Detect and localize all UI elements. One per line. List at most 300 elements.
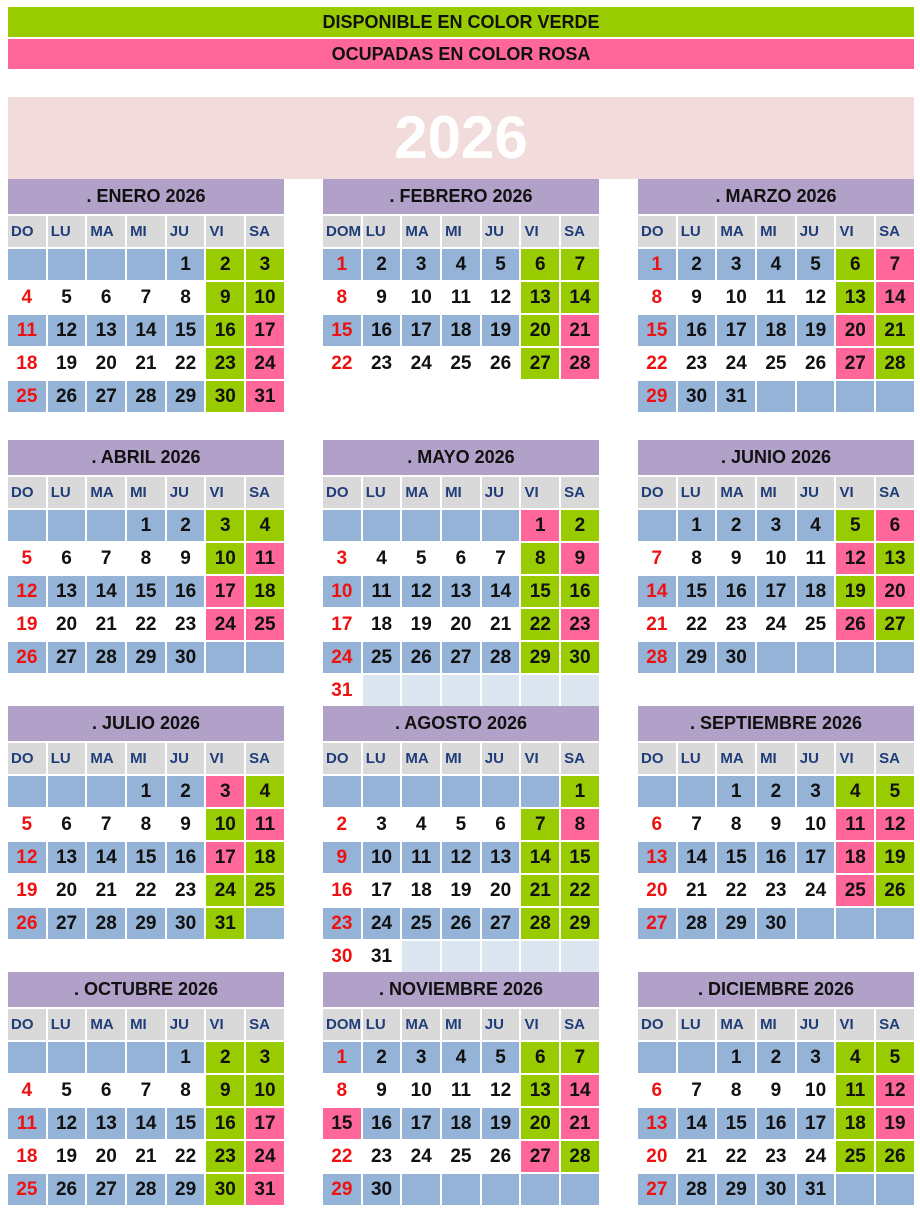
day-cell[interactable]: 19: [836, 576, 874, 607]
day-cell[interactable]: 28: [87, 908, 125, 939]
day-cell[interactable]: 19: [8, 875, 46, 906]
day-cell[interactable]: 11: [402, 842, 440, 873]
day-cell[interactable]: 17: [402, 1108, 440, 1139]
day-cell[interactable]: 27: [48, 908, 86, 939]
day-cell[interactable]: 20: [638, 1141, 676, 1172]
day-cell[interactable]: 25: [402, 908, 440, 939]
day-cell[interactable]: 5: [8, 543, 46, 574]
day-cell[interactable]: 10: [797, 1075, 835, 1106]
day-cell[interactable]: 27: [442, 642, 480, 673]
day-cell[interactable]: 8: [638, 282, 676, 313]
day-cell[interactable]: 12: [402, 576, 440, 607]
day-cell[interactable]: 24: [363, 908, 401, 939]
day-cell[interactable]: 5: [442, 809, 480, 840]
day-cell[interactable]: 26: [836, 609, 874, 640]
day-cell[interactable]: 23: [206, 348, 244, 379]
day-cell[interactable]: 23: [167, 875, 205, 906]
day-cell[interactable]: 2: [167, 776, 205, 807]
day-cell[interactable]: 17: [246, 1108, 284, 1139]
day-cell[interactable]: 12: [8, 842, 46, 873]
day-cell[interactable]: 3: [246, 1042, 284, 1073]
day-cell[interactable]: 6: [638, 1075, 676, 1106]
day-cell[interactable]: 21: [482, 609, 520, 640]
day-cell[interactable]: 13: [638, 1108, 676, 1139]
day-cell[interactable]: 21: [561, 315, 599, 346]
day-cell[interactable]: 29: [323, 1174, 361, 1205]
day-cell[interactable]: 2: [167, 510, 205, 541]
day-cell[interactable]: 19: [482, 315, 520, 346]
day-cell[interactable]: 25: [246, 875, 284, 906]
day-cell[interactable]: 3: [363, 809, 401, 840]
day-cell[interactable]: 16: [561, 576, 599, 607]
day-cell[interactable]: 27: [521, 348, 559, 379]
day-cell[interactable]: 26: [48, 1174, 86, 1205]
day-cell[interactable]: 20: [521, 315, 559, 346]
day-cell[interactable]: 30: [717, 642, 755, 673]
day-cell[interactable]: 16: [757, 1108, 795, 1139]
day-cell[interactable]: 17: [206, 842, 244, 873]
day-cell[interactable]: 26: [8, 908, 46, 939]
day-cell[interactable]: 5: [482, 249, 520, 280]
day-cell[interactable]: 19: [48, 1141, 86, 1172]
day-cell[interactable]: 12: [836, 543, 874, 574]
day-cell[interactable]: 21: [876, 315, 914, 346]
day-cell[interactable]: 22: [717, 1141, 755, 1172]
day-cell[interactable]: 10: [797, 809, 835, 840]
day-cell[interactable]: 13: [48, 576, 86, 607]
day-cell[interactable]: 14: [127, 315, 165, 346]
day-cell[interactable]: 24: [797, 1141, 835, 1172]
day-cell[interactable]: 22: [561, 875, 599, 906]
day-cell[interactable]: 7: [127, 1075, 165, 1106]
day-cell[interactable]: 14: [678, 1108, 716, 1139]
day-cell[interactable]: 6: [521, 249, 559, 280]
day-cell[interactable]: 14: [482, 576, 520, 607]
day-cell[interactable]: 3: [206, 776, 244, 807]
day-cell[interactable]: 17: [206, 576, 244, 607]
day-cell[interactable]: 10: [757, 543, 795, 574]
day-cell[interactable]: 12: [482, 282, 520, 313]
day-cell[interactable]: 2: [717, 510, 755, 541]
day-cell[interactable]: 3: [323, 543, 361, 574]
day-cell[interactable]: 15: [127, 842, 165, 873]
day-cell[interactable]: 16: [717, 576, 755, 607]
day-cell[interactable]: 27: [521, 1141, 559, 1172]
day-cell[interactable]: 11: [442, 1075, 480, 1106]
day-cell[interactable]: 29: [717, 1174, 755, 1205]
day-cell[interactable]: 4: [363, 543, 401, 574]
day-cell[interactable]: 24: [402, 348, 440, 379]
day-cell[interactable]: 10: [246, 282, 284, 313]
day-cell[interactable]: 14: [876, 282, 914, 313]
day-cell[interactable]: 13: [48, 842, 86, 873]
day-cell[interactable]: 11: [757, 282, 795, 313]
day-cell[interactable]: 28: [678, 908, 716, 939]
day-cell[interactable]: 11: [442, 282, 480, 313]
day-cell[interactable]: 28: [638, 642, 676, 673]
day-cell[interactable]: 14: [678, 842, 716, 873]
day-cell[interactable]: 27: [638, 908, 676, 939]
day-cell[interactable]: 31: [246, 381, 284, 412]
day-cell[interactable]: 22: [323, 348, 361, 379]
day-cell[interactable]: 18: [757, 315, 795, 346]
day-cell[interactable]: 24: [402, 1141, 440, 1172]
day-cell[interactable]: 12: [876, 1075, 914, 1106]
day-cell[interactable]: 24: [717, 348, 755, 379]
day-cell[interactable]: 10: [206, 543, 244, 574]
day-cell[interactable]: 9: [757, 809, 795, 840]
day-cell[interactable]: 18: [797, 576, 835, 607]
day-cell[interactable]: 12: [48, 1108, 86, 1139]
day-cell[interactable]: 29: [678, 642, 716, 673]
day-cell[interactable]: 30: [167, 908, 205, 939]
day-cell[interactable]: 16: [678, 315, 716, 346]
day-cell[interactable]: 28: [127, 381, 165, 412]
day-cell[interactable]: 26: [402, 642, 440, 673]
day-cell[interactable]: 30: [206, 381, 244, 412]
day-cell[interactable]: 21: [678, 875, 716, 906]
day-cell[interactable]: 16: [363, 1108, 401, 1139]
day-cell[interactable]: 31: [797, 1174, 835, 1205]
day-cell[interactable]: 28: [678, 1174, 716, 1205]
day-cell[interactable]: 7: [561, 1042, 599, 1073]
day-cell[interactable]: 5: [402, 543, 440, 574]
day-cell[interactable]: 7: [678, 1075, 716, 1106]
day-cell[interactable]: 13: [87, 315, 125, 346]
day-cell[interactable]: 18: [363, 609, 401, 640]
day-cell[interactable]: 21: [87, 875, 125, 906]
day-cell[interactable]: 29: [127, 908, 165, 939]
day-cell[interactable]: 7: [561, 249, 599, 280]
day-cell[interactable]: 10: [717, 282, 755, 313]
day-cell[interactable]: 3: [757, 510, 795, 541]
day-cell[interactable]: 18: [402, 875, 440, 906]
day-cell[interactable]: 29: [167, 381, 205, 412]
day-cell[interactable]: 15: [127, 576, 165, 607]
day-cell[interactable]: 26: [482, 1141, 520, 1172]
day-cell[interactable]: 23: [167, 609, 205, 640]
day-cell[interactable]: 26: [797, 348, 835, 379]
day-cell[interactable]: 23: [757, 875, 795, 906]
day-cell[interactable]: 11: [246, 809, 284, 840]
day-cell[interactable]: 9: [561, 543, 599, 574]
day-cell[interactable]: 10: [402, 1075, 440, 1106]
day-cell[interactable]: 13: [521, 282, 559, 313]
day-cell[interactable]: 9: [206, 1075, 244, 1106]
day-cell[interactable]: 23: [678, 348, 716, 379]
day-cell[interactable]: 22: [717, 875, 755, 906]
day-cell[interactable]: 14: [87, 576, 125, 607]
day-cell[interactable]: 30: [757, 908, 795, 939]
day-cell[interactable]: 20: [876, 576, 914, 607]
day-cell[interactable]: 22: [167, 348, 205, 379]
day-cell[interactable]: 23: [717, 609, 755, 640]
day-cell[interactable]: 9: [363, 1075, 401, 1106]
day-cell[interactable]: 1: [167, 1042, 205, 1073]
day-cell[interactable]: 27: [482, 908, 520, 939]
day-cell[interactable]: 21: [638, 609, 676, 640]
day-cell[interactable]: 8: [717, 809, 755, 840]
day-cell[interactable]: 17: [757, 576, 795, 607]
day-cell[interactable]: 11: [8, 1108, 46, 1139]
day-cell[interactable]: 15: [717, 1108, 755, 1139]
day-cell[interactable]: 26: [482, 348, 520, 379]
day-cell[interactable]: 31: [323, 675, 361, 706]
day-cell[interactable]: 18: [8, 348, 46, 379]
day-cell[interactable]: 20: [521, 1108, 559, 1139]
day-cell[interactable]: 24: [757, 609, 795, 640]
day-cell[interactable]: 11: [246, 543, 284, 574]
day-cell[interactable]: 11: [836, 809, 874, 840]
day-cell[interactable]: 6: [87, 1075, 125, 1106]
day-cell[interactable]: 5: [48, 1075, 86, 1106]
day-cell[interactable]: 2: [757, 1042, 795, 1073]
day-cell[interactable]: 3: [717, 249, 755, 280]
day-cell[interactable]: 8: [717, 1075, 755, 1106]
day-cell[interactable]: 1: [127, 510, 165, 541]
day-cell[interactable]: 4: [797, 510, 835, 541]
day-cell[interactable]: 5: [836, 510, 874, 541]
day-cell[interactable]: 9: [757, 1075, 795, 1106]
day-cell[interactable]: 24: [246, 348, 284, 379]
day-cell[interactable]: 4: [8, 282, 46, 313]
day-cell[interactable]: 28: [87, 642, 125, 673]
day-cell[interactable]: 4: [836, 1042, 874, 1073]
day-cell[interactable]: 7: [87, 543, 125, 574]
day-cell[interactable]: 9: [206, 282, 244, 313]
day-cell[interactable]: 16: [167, 576, 205, 607]
day-cell[interactable]: 10: [246, 1075, 284, 1106]
day-cell[interactable]: 18: [836, 1108, 874, 1139]
day-cell[interactable]: 20: [638, 875, 676, 906]
day-cell[interactable]: 22: [127, 875, 165, 906]
day-cell[interactable]: 27: [836, 348, 874, 379]
day-cell[interactable]: 25: [8, 381, 46, 412]
day-cell[interactable]: 19: [442, 875, 480, 906]
day-cell[interactable]: 25: [757, 348, 795, 379]
day-cell[interactable]: 29: [521, 642, 559, 673]
day-cell[interactable]: 27: [48, 642, 86, 673]
day-cell[interactable]: 13: [876, 543, 914, 574]
day-cell[interactable]: 31: [363, 941, 401, 972]
day-cell[interactable]: 20: [836, 315, 874, 346]
day-cell[interactable]: 2: [678, 249, 716, 280]
day-cell[interactable]: 9: [717, 543, 755, 574]
day-cell[interactable]: 1: [167, 249, 205, 280]
day-cell[interactable]: 21: [678, 1141, 716, 1172]
day-cell[interactable]: 15: [323, 1108, 361, 1139]
day-cell[interactable]: 21: [127, 1141, 165, 1172]
day-cell[interactable]: 18: [8, 1141, 46, 1172]
day-cell[interactable]: 7: [678, 809, 716, 840]
day-cell[interactable]: 11: [363, 576, 401, 607]
day-cell[interactable]: 27: [638, 1174, 676, 1205]
day-cell[interactable]: 20: [482, 875, 520, 906]
day-cell[interactable]: 16: [206, 315, 244, 346]
day-cell[interactable]: 6: [48, 543, 86, 574]
day-cell[interactable]: 17: [402, 315, 440, 346]
day-cell[interactable]: 9: [363, 282, 401, 313]
day-cell[interactable]: 9: [678, 282, 716, 313]
day-cell[interactable]: 9: [167, 543, 205, 574]
day-cell[interactable]: 4: [402, 809, 440, 840]
day-cell[interactable]: 10: [402, 282, 440, 313]
day-cell[interactable]: 17: [323, 609, 361, 640]
day-cell[interactable]: 29: [167, 1174, 205, 1205]
day-cell[interactable]: 20: [442, 609, 480, 640]
day-cell[interactable]: 19: [48, 348, 86, 379]
day-cell[interactable]: 5: [8, 809, 46, 840]
day-cell[interactable]: 27: [87, 1174, 125, 1205]
day-cell[interactable]: 24: [246, 1141, 284, 1172]
day-cell[interactable]: 25: [363, 642, 401, 673]
day-cell[interactable]: 15: [561, 842, 599, 873]
day-cell[interactable]: 12: [8, 576, 46, 607]
day-cell[interactable]: 6: [482, 809, 520, 840]
day-cell[interactable]: 25: [836, 875, 874, 906]
day-cell[interactable]: 3: [402, 1042, 440, 1073]
day-cell[interactable]: 7: [87, 809, 125, 840]
day-cell[interactable]: 8: [167, 1075, 205, 1106]
day-cell[interactable]: 5: [797, 249, 835, 280]
day-cell[interactable]: 17: [797, 842, 835, 873]
day-cell[interactable]: 3: [797, 1042, 835, 1073]
day-cell[interactable]: 29: [717, 908, 755, 939]
day-cell[interactable]: 19: [402, 609, 440, 640]
day-cell[interactable]: 23: [206, 1141, 244, 1172]
day-cell[interactable]: 25: [442, 348, 480, 379]
day-cell[interactable]: 4: [442, 1042, 480, 1073]
day-cell[interactable]: 28: [521, 908, 559, 939]
day-cell[interactable]: 22: [638, 348, 676, 379]
day-cell[interactable]: 30: [363, 1174, 401, 1205]
day-cell[interactable]: 8: [678, 543, 716, 574]
day-cell[interactable]: 6: [521, 1042, 559, 1073]
day-cell[interactable]: 25: [246, 609, 284, 640]
day-cell[interactable]: 23: [363, 348, 401, 379]
day-cell[interactable]: 25: [8, 1174, 46, 1205]
day-cell[interactable]: 23: [363, 1141, 401, 1172]
day-cell[interactable]: 27: [876, 609, 914, 640]
day-cell[interactable]: 19: [8, 609, 46, 640]
day-cell[interactable]: 25: [797, 609, 835, 640]
day-cell[interactable]: 11: [836, 1075, 874, 1106]
day-cell[interactable]: 1: [678, 510, 716, 541]
day-cell[interactable]: 31: [246, 1174, 284, 1205]
day-cell[interactable]: 15: [717, 842, 755, 873]
day-cell[interactable]: 30: [167, 642, 205, 673]
day-cell[interactable]: 7: [638, 543, 676, 574]
day-cell[interactable]: 13: [482, 842, 520, 873]
day-cell[interactable]: 1: [717, 776, 755, 807]
day-cell[interactable]: 14: [561, 282, 599, 313]
day-cell[interactable]: 22: [127, 609, 165, 640]
day-cell[interactable]: 8: [561, 809, 599, 840]
day-cell[interactable]: 8: [167, 282, 205, 313]
day-cell[interactable]: 7: [521, 809, 559, 840]
day-cell[interactable]: 5: [482, 1042, 520, 1073]
day-cell[interactable]: 6: [442, 543, 480, 574]
day-cell[interactable]: 1: [638, 249, 676, 280]
day-cell[interactable]: 20: [48, 875, 86, 906]
day-cell[interactable]: 30: [561, 642, 599, 673]
day-cell[interactable]: 14: [638, 576, 676, 607]
day-cell[interactable]: 19: [876, 842, 914, 873]
day-cell[interactable]: 15: [167, 1108, 205, 1139]
day-cell[interactable]: 24: [323, 642, 361, 673]
day-cell[interactable]: 4: [757, 249, 795, 280]
day-cell[interactable]: 13: [521, 1075, 559, 1106]
day-cell[interactable]: 17: [363, 875, 401, 906]
day-cell[interactable]: 16: [167, 842, 205, 873]
day-cell[interactable]: 18: [246, 576, 284, 607]
day-cell[interactable]: 28: [561, 348, 599, 379]
day-cell[interactable]: 28: [127, 1174, 165, 1205]
day-cell[interactable]: 1: [323, 1042, 361, 1073]
day-cell[interactable]: 18: [442, 1108, 480, 1139]
day-cell[interactable]: 4: [836, 776, 874, 807]
day-cell[interactable]: 22: [167, 1141, 205, 1172]
day-cell[interactable]: 17: [246, 315, 284, 346]
day-cell[interactable]: 2: [561, 510, 599, 541]
day-cell[interactable]: 13: [442, 576, 480, 607]
day-cell[interactable]: 26: [442, 908, 480, 939]
day-cell[interactable]: 9: [323, 842, 361, 873]
day-cell[interactable]: 12: [442, 842, 480, 873]
day-cell[interactable]: 18: [442, 315, 480, 346]
day-cell[interactable]: 8: [127, 543, 165, 574]
day-cell[interactable]: 15: [521, 576, 559, 607]
day-cell[interactable]: 6: [48, 809, 86, 840]
day-cell[interactable]: 24: [206, 609, 244, 640]
day-cell[interactable]: 2: [757, 776, 795, 807]
day-cell[interactable]: 22: [323, 1141, 361, 1172]
day-cell[interactable]: 7: [127, 282, 165, 313]
day-cell[interactable]: 23: [757, 1141, 795, 1172]
day-cell[interactable]: 28: [482, 642, 520, 673]
day-cell[interactable]: 21: [87, 609, 125, 640]
day-cell[interactable]: 30: [323, 941, 361, 972]
day-cell[interactable]: 8: [127, 809, 165, 840]
day-cell[interactable]: 16: [323, 875, 361, 906]
day-cell[interactable]: 4: [246, 776, 284, 807]
day-cell[interactable]: 21: [127, 348, 165, 379]
day-cell[interactable]: 8: [521, 543, 559, 574]
day-cell[interactable]: 12: [876, 809, 914, 840]
day-cell[interactable]: 12: [48, 315, 86, 346]
day-cell[interactable]: 20: [87, 348, 125, 379]
day-cell[interactable]: 20: [48, 609, 86, 640]
day-cell[interactable]: 9: [167, 809, 205, 840]
day-cell[interactable]: 3: [402, 249, 440, 280]
day-cell[interactable]: 5: [876, 776, 914, 807]
day-cell[interactable]: 21: [521, 875, 559, 906]
day-cell[interactable]: 23: [323, 908, 361, 939]
day-cell[interactable]: 4: [8, 1075, 46, 1106]
day-cell[interactable]: 8: [323, 282, 361, 313]
day-cell[interactable]: 6: [87, 282, 125, 313]
day-cell[interactable]: 2: [363, 249, 401, 280]
day-cell[interactable]: 3: [797, 776, 835, 807]
day-cell[interactable]: 4: [246, 510, 284, 541]
day-cell[interactable]: 11: [8, 315, 46, 346]
day-cell[interactable]: 2: [363, 1042, 401, 1073]
day-cell[interactable]: 17: [797, 1108, 835, 1139]
day-cell[interactable]: 16: [206, 1108, 244, 1139]
day-cell[interactable]: 6: [876, 510, 914, 541]
day-cell[interactable]: 29: [561, 908, 599, 939]
day-cell[interactable]: 18: [836, 842, 874, 873]
